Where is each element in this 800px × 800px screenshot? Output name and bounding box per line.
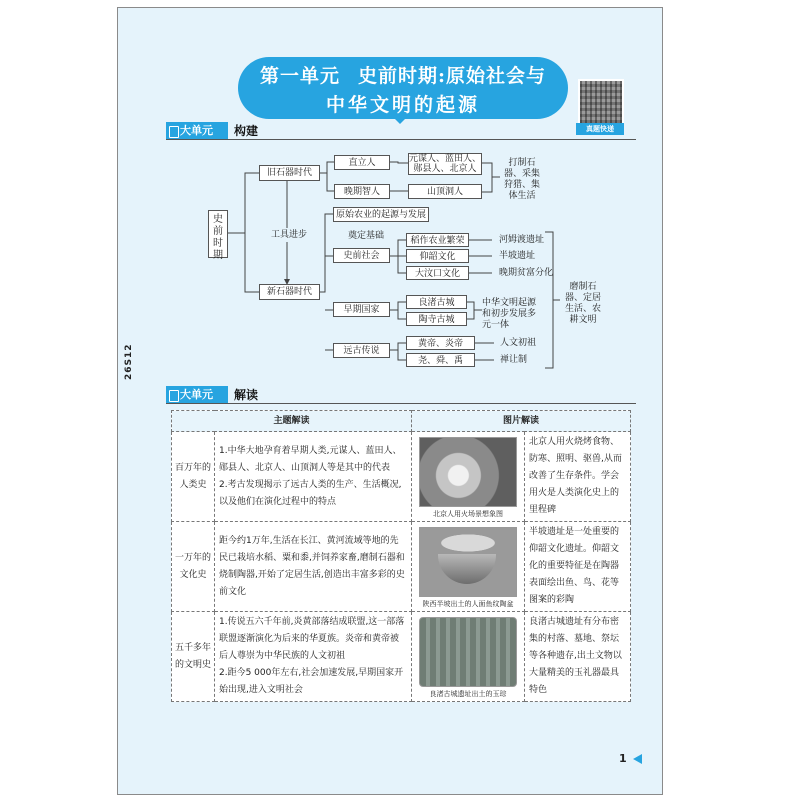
table-row — [172, 432, 631, 522]
mindmap-yao-shun-yu: 尧、舜、禹 — [406, 353, 475, 367]
mindmap-upright-man: 直立人 — [334, 155, 390, 170]
page-arrow-icon — [633, 754, 642, 764]
picture-cell — [412, 432, 525, 522]
mindmap-yangshao: 仰韶文化 — [406, 249, 469, 263]
picture-caption: 良渚古城遗址出土的玉琮 — [429, 689, 507, 698]
mindmap-late-homo: 晚期智人 — [334, 184, 390, 199]
mindmap-prehistoric-society: 史前社会 — [333, 248, 390, 263]
picture-caption: 陕西半坡出土的人面鱼纹陶盆 — [422, 599, 514, 608]
picture-cell — [412, 522, 525, 612]
section-read-tag: 大单元 — [166, 386, 228, 404]
mindmap-hemudu: 河姆渡遗址 — [499, 235, 545, 245]
picture-cell — [412, 612, 525, 702]
reading-table — [171, 410, 631, 702]
mindmap-early-states: 早期国家 — [333, 302, 390, 317]
table-header-row — [172, 411, 631, 432]
mindmap-multi-origin: 中华文明起源和初步发展多元一体 — [482, 298, 537, 330]
page-number: 1 — [619, 752, 627, 765]
mindmap-paleolithic: 旧石器时代 — [259, 165, 320, 181]
qr-label: 真题快递 — [576, 123, 624, 135]
picture-note: 良渚古城遗址有分布密集的村落、墓地、祭坛等各种遗存,出土文物以大量精美的玉礼器最具特色 — [525, 612, 631, 702]
table-row — [172, 522, 631, 612]
mindmap-huangdi-yandi: 黄帝、炎帝 — [406, 336, 475, 350]
banpo-pottery-basin-photo — [419, 527, 517, 597]
section-read-title: 解读 — [234, 388, 259, 402]
mindmap-neo-traits: 磨制石器、定居生活、农耕文明 — [564, 282, 601, 325]
mindmap-foundation: 奠定基础 — [347, 231, 384, 241]
era-cell: 五千多年的文明史 — [172, 612, 215, 702]
header-picture: 图片解读 — [412, 411, 631, 432]
theme-cell: 1.传说五六千年前,炎黄部落结成联盟,这一部落联盟逐渐演化为后来的华夏族。炎帝和黄帝被后人尊崇为中华民族的人文初祖 2.距今5 000年左右,社会加速发展,早期国家开始出现,进入文明社会 — [215, 612, 412, 702]
mindmap-agri-origin: 原始农业的起源与发展 — [333, 207, 429, 222]
era-cell: 百万年的人类史 — [172, 432, 215, 522]
table-row — [172, 612, 631, 702]
mindmap-banpo: 半坡遗址 — [499, 251, 536, 261]
mindmap-rice-millet: 稻作农业繁荣 — [406, 233, 469, 247]
mindmap-neolithic: 新石器时代 — [259, 284, 320, 300]
unit-topic: 史前时期:原始社会与 — [358, 65, 547, 87]
era-cell: 一万年的文化史 — [172, 522, 215, 612]
section-build-tag: 大单元 — [166, 122, 228, 140]
mindmap-ancestor: 人文初祖 — [500, 338, 537, 348]
mindmap-tool-progress: 工具进步 — [270, 230, 307, 240]
unit-title-line-2: 中华文明的起源 — [325, 94, 480, 116]
picture-caption: 北京人用火场景想象图 — [433, 509, 503, 518]
section-read-rule — [166, 403, 636, 404]
mindmap-abdication: 禅让制 — [500, 355, 528, 365]
header-theme: 主题解读 — [172, 411, 412, 432]
mindmap-late-wealth-gap: 晚期贫富分化 — [499, 268, 554, 278]
mindmap-late-sites: 山顶洞人 — [408, 184, 482, 199]
section-read-header — [166, 386, 636, 404]
theme-cell: 1.中华大地孕育着早期人类,元谋人、蓝田人、郧县人、北京人、山顶洞人等是其中的代表 2.考古发现揭示了远古人类的生产、生活概况,以及他们在演化过程中的特点 — [215, 432, 412, 522]
mindmap-taosi: 陶寺古城 — [406, 312, 467, 326]
book-icon — [169, 390, 179, 402]
mindmap-root: 史前时期 — [208, 210, 228, 258]
mindmap-paleo-traits: 打制石器、采集狩猎、集体生活 — [503, 158, 540, 201]
mindmap-upright-sites: 元谋人、蓝田人、郧县人、北京人 — [409, 154, 482, 174]
side-code: 26S12 — [124, 343, 134, 380]
section-build-title: 构建 — [234, 124, 259, 138]
mindmap-liangzhu: 良渚古城 — [406, 295, 467, 309]
unit-number: 第一单元 — [259, 65, 340, 87]
picture-note: 半坡遗址是一处重要的仰韶文化遗址。仰韶文化的重要特征是在陶器表面绘出鱼、鸟、花等图案的彩陶 — [525, 522, 631, 612]
theme-cell: 距今约1万年,生活在长江、黄河流域等地的先民已栽培水稻、粟和黍,并饲养家畜,磨制石器和烧制陶器,开始了定居生活,创造出丰富多彩的史前文化 — [215, 522, 412, 612]
peking-man-fire-illustration — [419, 437, 517, 507]
mindmap-legends: 远古传说 — [333, 343, 390, 358]
liangzhu-jade-cong-photo — [419, 617, 517, 687]
picture-note: 北京人用火烧烤食物、防寒、照明、驱兽,从而改善了生存条件。学会用火是人类演化史上的里程碑 — [525, 432, 631, 522]
mindmap-dawenkou: 大汶口文化 — [406, 266, 469, 280]
